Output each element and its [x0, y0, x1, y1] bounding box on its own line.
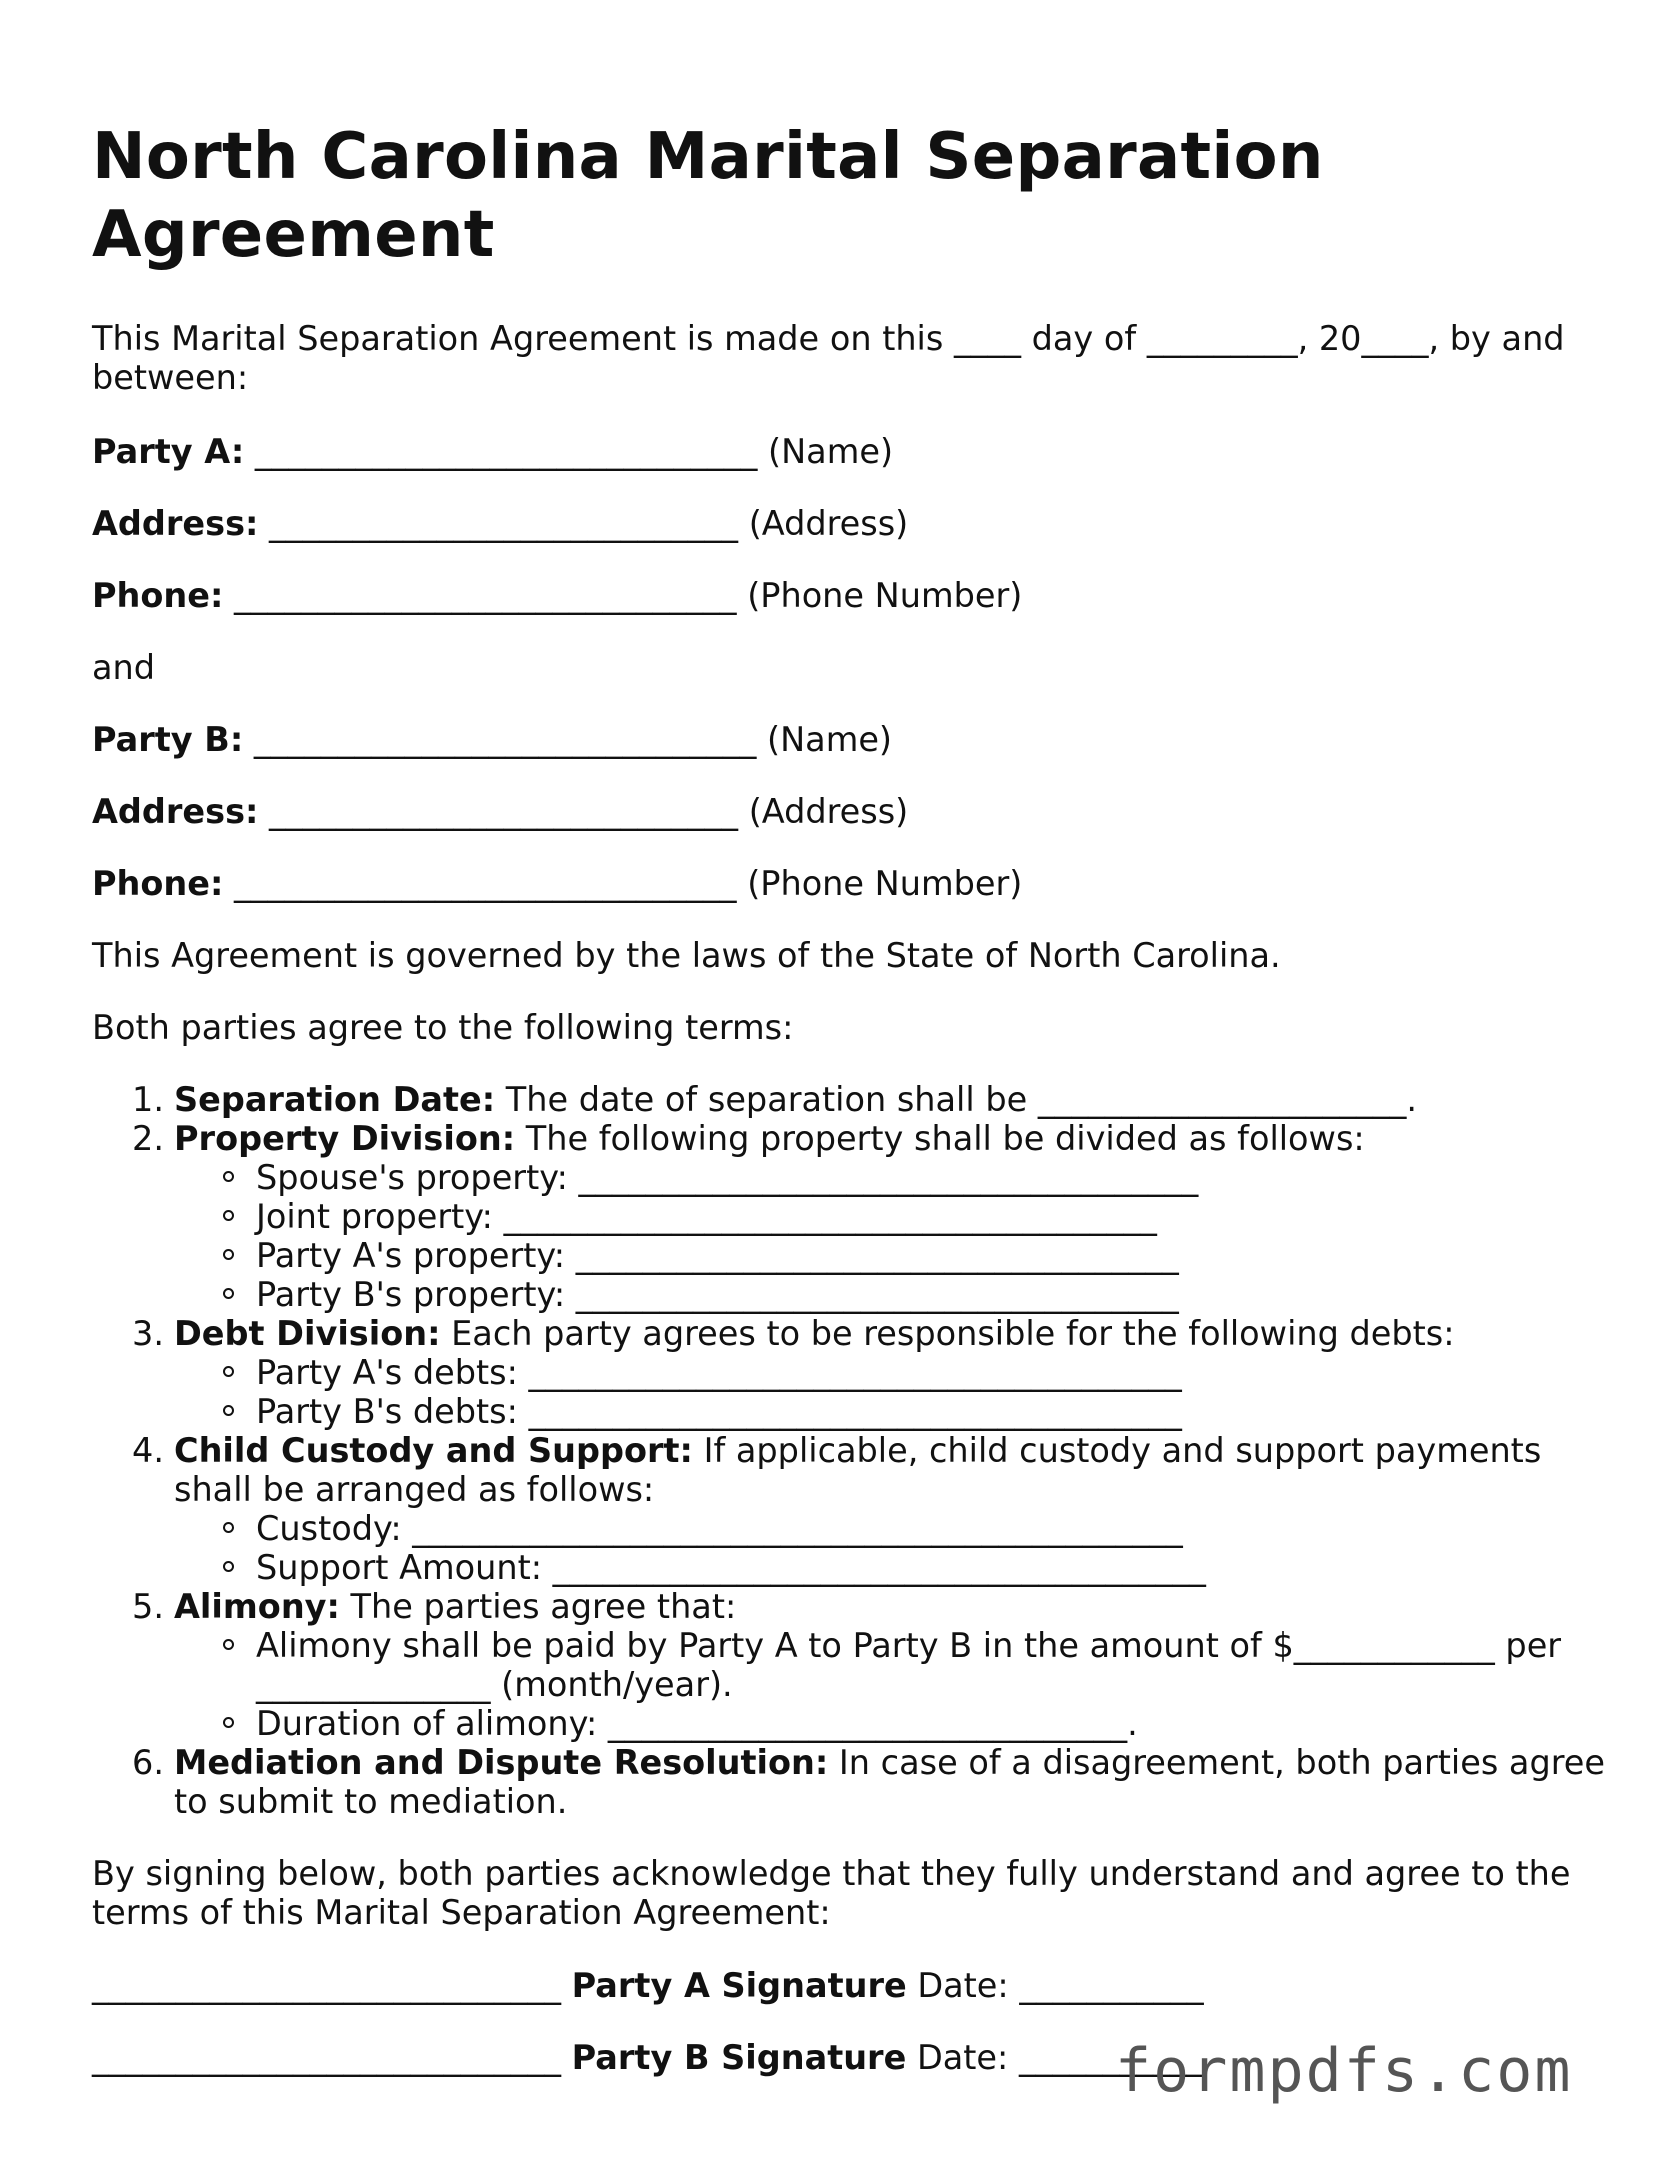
party-b-address-field: ____________________________ (Address): [258, 792, 909, 831]
bullet-icon: [223, 1288, 234, 1299]
bullet-icon: [223, 1405, 234, 1416]
party-a-phone-field: ______________________________ (Phone Number): [223, 576, 1023, 615]
party-b-signature-row: [92, 2038, 1203, 2077]
bullet-icon: [223, 1639, 234, 1650]
term-5-number: 5.: [132, 1587, 164, 1626]
term-1-text: The date of separation shall be ______________________.: [495, 1080, 1417, 1119]
bullet-icon: [223, 1249, 234, 1260]
term-2-sub-2: Joint property: _______________________________________: [256, 1197, 1157, 1236]
bullet-icon: [223, 1561, 234, 1572]
term-6-title: Mediation and Dispute Resolution:: [174, 1743, 829, 1782]
party-b-address-label: Address:: [92, 792, 259, 831]
and-text: and: [92, 648, 156, 687]
party-a-address-row: [92, 504, 908, 543]
term-4-sub-2: Support Amount: _______________________________________: [256, 1548, 1206, 1587]
term-6-text: In case of a disagreement, both parties agree: [828, 1743, 1605, 1782]
party-b-signature-line: ____________________________: [92, 2038, 572, 2077]
term-6-number: 6.: [132, 1743, 164, 1782]
term-2-title: Property Division:: [174, 1119, 516, 1158]
governing-law: This Agreement is governed by the laws of the State of North Carolina.: [92, 936, 1281, 975]
term-4-text-continued: shall be arranged as follows:: [174, 1470, 655, 1509]
term-3-sub-2: Party B's debts: _______________________________________: [256, 1392, 1182, 1431]
party-a-name-row: [92, 432, 893, 471]
term-5-text: The parties agree that:: [339, 1587, 737, 1626]
bullet-icon: [223, 1210, 234, 1221]
party-b-address-row: [92, 792, 908, 831]
term-5: [174, 1587, 736, 1626]
party-a-phone-label: Phone:: [92, 576, 224, 615]
bullet-icon: [223, 1522, 234, 1533]
party-a-address-label: Address:: [92, 504, 259, 543]
party-b-phone-field: ______________________________ (Phone Number): [223, 864, 1023, 903]
party-a-name-field: ______________________________ (Name): [244, 432, 894, 471]
party-b-phone-row: [92, 864, 1022, 903]
term-4-sub-1: Custody: ______________________________________________: [256, 1509, 1183, 1548]
term-2-sub-4: Party B's property: ____________________________________: [256, 1275, 1179, 1314]
party-a-phone-row: [92, 576, 1022, 615]
party-a-address-field: ____________________________ (Address): [258, 504, 909, 543]
term-3-text: Each party agrees to be responsible for the following debts:: [440, 1314, 1455, 1353]
term-2-sub-1: Spouse's property: _____________________________________: [256, 1158, 1199, 1197]
term-4-number: 4.: [132, 1431, 164, 1470]
term-2-number: 2.: [132, 1119, 164, 1158]
party-a-signature-line: ____________________________: [92, 1966, 572, 2005]
term-1: [174, 1080, 1417, 1119]
party-a-signature-row: [92, 1966, 1204, 2005]
term-2-sub-3: Party A's property: ____________________________________: [256, 1236, 1179, 1275]
signing-paragraph: By signing below, both parties acknowledge that they fully understand and agree to the terms of this Marital Separation Agreement:: [92, 1854, 1571, 1932]
term-1-number: 1.: [132, 1080, 164, 1119]
party-b-signature-label: Party B Signature: [571, 2038, 907, 2077]
terms-intro: Both parties agree to the following terms:: [92, 1008, 794, 1047]
term-5-sub-1: Alimony shall be paid by Party A to Party B in the amount of $____________ per: [256, 1626, 1562, 1665]
bullet-icon: [223, 1717, 234, 1728]
term-4-title: Child Custody and Support:: [174, 1431, 693, 1470]
term-5-sub-1-continued: ______________ (month/year).: [256, 1665, 733, 1704]
party-b-name-label: Party B:: [92, 720, 244, 759]
term-3-sub-1: Party A's debts: _______________________________________: [256, 1353, 1182, 1392]
party-a-name-label: Party A:: [92, 432, 245, 471]
bullet-icon: [223, 1171, 234, 1182]
document-title: North Carolina Marital Separation Agreement: [92, 120, 1324, 272]
party-b-date: Date: ___________: [906, 2038, 1204, 2077]
term-6-text-continued: to submit to mediation.: [174, 1782, 568, 1821]
bullet-icon: [223, 1366, 234, 1377]
term-3: [174, 1314, 1455, 1353]
term-5-sub-2: Duration of alimony: _______________________________.: [256, 1704, 1138, 1743]
term-6: [174, 1743, 1605, 1782]
party-b-name-row: [92, 720, 892, 759]
term-5-title: Alimony:: [174, 1587, 340, 1626]
term-3-number: 3.: [132, 1314, 164, 1353]
term-4-text: If applicable, child custody and support payments: [692, 1431, 1542, 1470]
party-b-name-field: ______________________________ (Name): [243, 720, 893, 759]
party-a-signature-label: Party A Signature: [571, 1966, 907, 2005]
term-2-text: The following property shall be divided as follows:: [515, 1119, 1365, 1158]
party-a-date: Date: ___________: [906, 1966, 1204, 2005]
intro-paragraph: This Marital Separation Agreement is made on this ____ day of _________, 20____, by and between:: [92, 319, 1565, 397]
party-b-phone-label: Phone:: [92, 864, 224, 903]
term-2: [174, 1119, 1365, 1158]
watermark: formpdfs.com: [1115, 2036, 1573, 2106]
term-4: [174, 1431, 1541, 1470]
term-1-title: Separation Date:: [174, 1080, 496, 1119]
term-3-title: Debt Division:: [174, 1314, 441, 1353]
